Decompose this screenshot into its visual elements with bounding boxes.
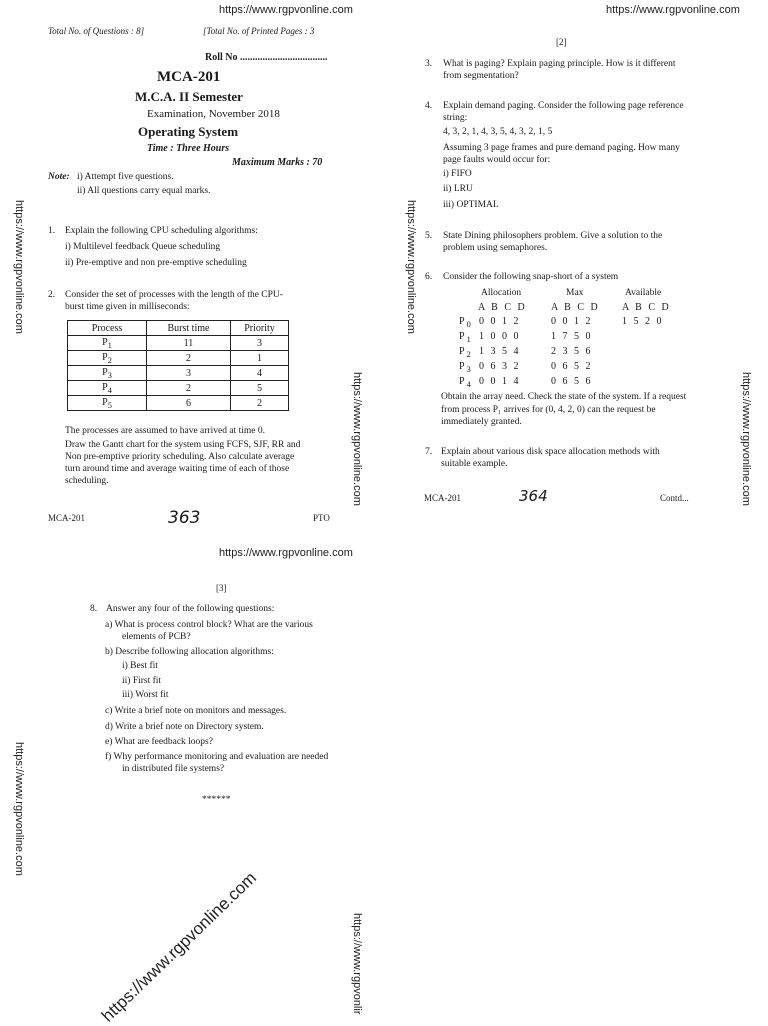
q4-line-5: page faults would occur for: [443,155,551,165]
q5-line-2: problem using semaphores. [443,243,548,253]
cell-burst: 6 [147,396,231,411]
watermark-url-top-right: https://www.rgpvonline.com [606,4,740,16]
q6-max: 0 0 1 2 [551,316,593,327]
exam-time: Time : Three Hours [147,143,230,154]
q6-cols-max: A B C D [551,302,600,313]
q6-max: 0 6 5 6 [551,376,593,387]
maximum-marks: Maximum Marks : 70 [232,157,323,168]
q6-after-2: from process P₁ arrives for (0, 4, 2, 0) can the request be [441,405,656,415]
q1-part-i: i) Multilevel feedback Queue scheduling [65,242,221,252]
watermark-url-vertical-right: https://www.rgpvonline.com [740,372,752,506]
q5-number: 5. [425,231,433,241]
q4-option-fifo: i) FIFO [443,169,472,179]
q2-number: 2. [48,290,56,300]
cell-priority: 4 [231,366,289,381]
q6-max: 0 6 5 2 [551,361,593,372]
q4-number: 4. [425,101,433,111]
header-process: Process [68,321,147,336]
q1-text: Explain the following CPU scheduling algorithms: [65,226,258,236]
header-burst-time: Burst time [147,321,231,336]
cell-priority: 1 [231,351,289,366]
q4-line-4: Assuming 3 page frames and pure demand paging. How many [443,143,680,153]
cell-burst: 2 [147,351,231,366]
header-priority: Priority [231,321,289,336]
watermark-url-page3: https://www.rgpvonline.com [219,547,353,559]
watermark-url-vertical-left-1: https://www.rgpvonline.com [13,200,25,334]
q6-max: 2 3 5 6 [551,346,593,357]
q8-number: 8. [90,604,98,614]
contd-label: Contd... [660,493,689,503]
cell-priority: 2 [231,396,289,411]
q2-after-1: The processes are assumed to have arrived at time 0. [65,426,265,436]
cell-burst: 2 [147,381,231,396]
q6-process: $P_3$ [459,361,473,374]
page2-footer-code: MCA-201 [424,493,462,503]
q6-process: $P_1$ [459,331,473,344]
q8-f-line-1: f) Why performance monitoring and evaluation are needed [105,752,329,762]
end-stars: ****** [202,795,231,805]
q5-line-1: State Dining philosophers problem. Give a solution to the [443,231,663,241]
q8-b-best-fit: i) Best fit [122,661,158,671]
watermark-url-vertical-left-2: https://www.rgpvonline.com [13,742,25,876]
total-pages: [Total No. of Printed Pages : 3 [203,26,315,36]
q3-line-1: What is paging? Explain paging principle. How is it different [443,59,676,69]
table-row [68,366,289,381]
q8-b-first-fit: ii) First fit [122,676,162,686]
q6-process: $P_2$ [459,346,473,359]
q6-after-3: immediately granted. [441,417,522,427]
q4-option-lru: ii) LRU [443,184,473,194]
q4-line-2: string: [443,113,468,123]
q7-number: 7. [425,447,433,457]
q4-line-1: Explain demand paging. Consider the following page reference [443,101,684,111]
q3-number: 3. [425,59,433,69]
q7-line-2: suitable example. [441,459,508,469]
q1-part-ii: ii) Pre-emptive and non pre-emptive scheduling [65,258,247,268]
q8-b-worst-fit: iii) Worst fit [122,690,169,700]
process-table [67,320,289,411]
semester: M.C.A. II Semester [135,89,243,104]
cell-process: $P_3$ [68,366,147,381]
note-1: i) Attempt five questions. [77,172,174,182]
cell-process: $P_1$ [68,336,147,351]
q7-line-1: Explain about various disk space allocation methods with [441,447,660,457]
cell-priority: 3 [231,336,289,351]
q6-number: 6. [425,272,433,282]
cell-burst: 3 [147,366,231,381]
q6-allocation: 1 3 5 4 [479,346,521,357]
q4-reference-string: 4, 3, 2, 1, 4, 3, 5, 4, 3, 2, 1, 5 [443,127,553,137]
examination: Examination, November 2018 [147,108,280,120]
watermark-url-diagonal: https://www.rgpvonline.com [98,868,261,1026]
note-label: Note: [48,172,70,182]
q6-line-1: Consider the following snap-short of a system [443,272,619,282]
q8-a-line-2: elements of PCB? [122,632,191,642]
q6-header-max: Max [566,288,584,298]
page2-number: [2] [556,37,567,47]
q1-number: 1. [48,226,56,236]
q4-option-optimal: iii) OPTIMAL [443,200,499,210]
q6-allocation: 1 0 0 0 [479,331,521,342]
q6-header-allocation: Allocation [481,288,522,298]
q8-line-1: Answer any four of the following questions: [106,604,275,614]
q2-text-2: burst time given in milliseconds: [65,302,190,312]
cell-process: $P_4$ [68,381,147,396]
q6-header-available: Available [625,288,662,298]
table-row [68,336,289,351]
table-header-row [68,321,289,336]
q6-available: 1 5 2 0 [622,316,664,327]
page2-handwritten-number: 364 [519,487,548,505]
cell-process: $P_5$ [68,396,147,411]
watermark-url-vertical-mid: https://www.rgpvonline.com [405,200,417,334]
q6-max: 1 7 5 0 [551,331,593,342]
q6-process: $P_4$ [459,376,473,389]
page1-handwritten-number: 363 [168,508,201,528]
page1-footer-code: MCA-201 [48,513,86,523]
watermark-url-vertical-page1-right: https://www.rgpvonline.com [351,372,363,506]
pto-label: PTO [313,513,330,523]
table-row [68,351,289,366]
note-2: ii) All questions carry equal marks. [77,186,211,196]
watermark-url-top: https://www.rgpvonline.com [219,4,353,16]
q8-c: c) Write a brief note on monitors and messages. [105,706,287,716]
course-code: MCA-201 [157,69,221,85]
q2-after-2: Draw the Gantt chart for the system using FCFS, SJF, RR and [65,440,301,450]
subject-title: Operating System [138,124,239,139]
total-questions: Total No. of Questions : 8] [48,26,145,36]
q6-cols-available: A B C D [622,302,671,313]
q8-d: d) Write a brief note on Directory system. [105,722,264,732]
table-row [68,381,289,396]
q6-allocation: 0 0 1 2 [479,316,521,327]
q3-line-2: from segmentation? [443,71,519,81]
q6-process: $P_0$ [459,316,473,329]
q8-b: b) Describe following allocation algorithms: [105,647,274,657]
roll-no: Roll No ................................... [205,52,328,63]
q2-after-3: Non pre-emptive priority scheduling. Also calculate average [65,452,295,462]
q2-after-4: turn around time and average waiting time of each of those [65,464,290,474]
q8-e: e) What are feedback loops? [105,737,213,747]
table-row [68,396,289,411]
q2-after-5: scheduling. [65,476,109,486]
cell-process: $P_2$ [68,351,147,366]
q6-after-1: Obtain the array need. Check the state of the system. If a request [441,392,687,402]
q6-cols-allocation: A B C D [478,302,527,313]
q8-a-line-1: a) What is process control block? What are the various [105,620,313,630]
q8-f-line-2: in distributed file systems? [122,764,225,774]
q6-allocation: 0 0 1 4 [479,376,521,387]
q2-text-1: Consider the set of processes with the length of the CPU- [65,290,283,300]
cell-burst: 11 [147,336,231,351]
q6-allocation: 0 6 3 2 [479,361,521,372]
page3-number: [3] [216,583,227,593]
watermark-url-vertical-page3-right: https://www.rgpvonlir [351,913,363,1015]
cell-priority: 5 [231,381,289,396]
